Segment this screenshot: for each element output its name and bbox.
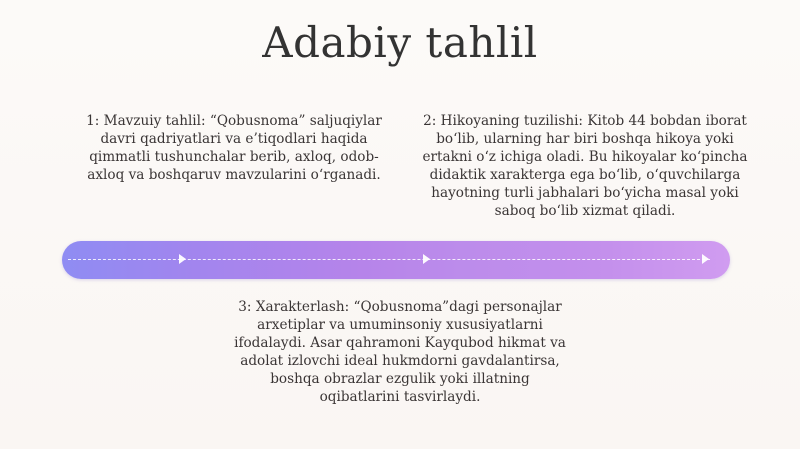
timeline-arrow-3-icon [702,254,709,264]
point-2-text: 2: Hikoyaning tuzilishi: Kitob 44 bobdan iborat bo‘lib, ularning har biri boshqa hikoya yoki ertakni o‘z ichiga oladi. Bu hikoyalar ko‘pincha didaktik xarakterga ega bo‘lib, o‘quvchilarga hayotning turli jabhalari bo‘yicha masal yoki saboq bo‘lib xizmat qiladi. [422,113,748,219]
timeline-arrow-1-icon [179,254,186,264]
timeline-arrow-2-icon [423,254,430,264]
point-3-text: 3: Xarakterlash: “Qobusnoma”dagi personajlar arxetiplar va umuminsoniy xususiyatlarni ifodalaydi. Asar qahramoni Kayqubod hikmat va adolat izlovchi ideal hukmdorni gavdalantirsa, boshqa obrazlar ezgulik yoki illatning oqibatlarini tasvirlaydi. [234,299,566,405]
point-1-text: 1: Mavzuiy tahlil: “Qobusnoma” saljuqiylar davri qadriyatlari va e’tiqodlari haqida qimmatli tushunchalar berib, axloq, odob-axloq va boshqaruv mavzularini o‘rganadi. [86,113,382,183]
timeline-dashed-line [68,259,710,260]
slide-title: Adabiy tahlil [262,18,538,67]
timeline-bar [62,241,730,279]
